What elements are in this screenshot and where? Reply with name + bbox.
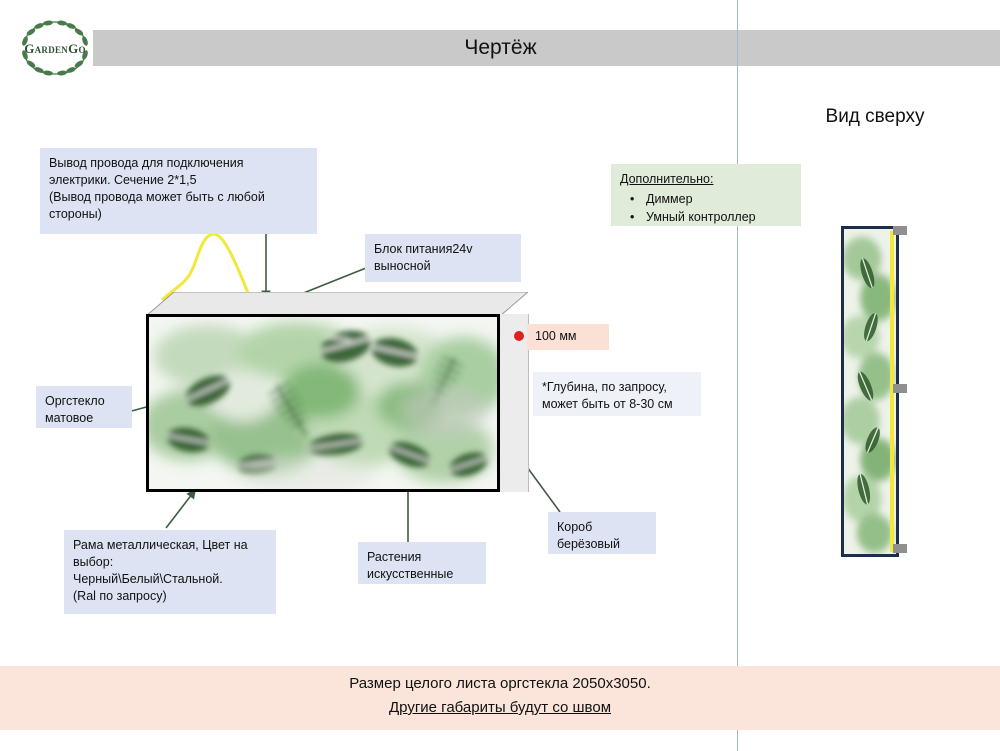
callout-wire-line4: стороны) (49, 207, 102, 221)
callout-wire-line1: Вывод провода для подключения (49, 156, 244, 170)
callout-acrylic-line1: Оргстекло (45, 394, 105, 408)
extras-list (620, 190, 792, 226)
callout-frame (64, 530, 276, 614)
panel-bracket-bottom (893, 544, 907, 553)
callout-frame-line2: выбор: (73, 555, 114, 569)
callout-psu-line2: выносной (374, 259, 431, 273)
logo (14, 14, 96, 82)
box-side-face (500, 314, 529, 492)
box-top-face (146, 292, 528, 316)
callout-wire-line2: электрики. Сечение 2*1,5 (49, 173, 197, 187)
panel-bracket-top (893, 226, 907, 235)
vertical-divider (737, 0, 738, 751)
page-title: Чертёж (464, 36, 537, 59)
green-wall-drawing (146, 292, 528, 492)
top-view-panel (841, 226, 899, 557)
size-label: 100 мм (535, 329, 577, 343)
callout-psu-line1: Блок питания24v (374, 242, 473, 256)
callout-depth-line1: *Глубина, по запросу, (542, 380, 667, 394)
box-front-face (146, 314, 500, 492)
callout-plants-line2: искусственные (367, 567, 454, 581)
callout-birch-box (548, 512, 656, 554)
callout-frame-line4: (Ral по запросу) (73, 589, 167, 603)
callout-acrylic-line2: матовое (45, 411, 94, 425)
callout-extras (611, 164, 801, 226)
plant-artwork (149, 317, 497, 492)
top-view-title: Вид сверху (825, 106, 925, 127)
callout-plants-line1: Растения (367, 550, 422, 564)
dimension-dot-left (514, 331, 524, 341)
callout-plants (358, 542, 486, 584)
callout-frame-line3: Черный\Белый\Стальной. (73, 572, 223, 586)
callout-box-line2: берёзовый (557, 537, 621, 551)
footer-line-1: Размер целого листа оргстекла 2050х3050. (349, 675, 651, 692)
callout-size (527, 324, 609, 350)
callout-extras-title: Дополнительно: (620, 172, 714, 186)
callout-box-line1: Короб (557, 520, 593, 534)
footer-line-2: Другие габариты будут со швом (388, 699, 612, 716)
callout-depth (533, 372, 701, 416)
callout-wire-line3: (Вывод провода может быть с любой (49, 190, 265, 204)
callout-power-supply (365, 234, 521, 282)
extras-item: • Диммер (620, 190, 792, 208)
callout-depth-line2: может быть от 8-30 см (542, 397, 673, 411)
extras-item: • Умный контроллер (620, 208, 792, 226)
logo-text: GardenGo (24, 41, 86, 56)
callout-wire (40, 148, 317, 234)
callout-frame-line1: Рама металлическая, Цвет на (73, 538, 248, 552)
top-view-plant-fill (844, 229, 896, 554)
panel-bracket-middle (893, 384, 907, 393)
callout-acrylic (36, 386, 132, 428)
